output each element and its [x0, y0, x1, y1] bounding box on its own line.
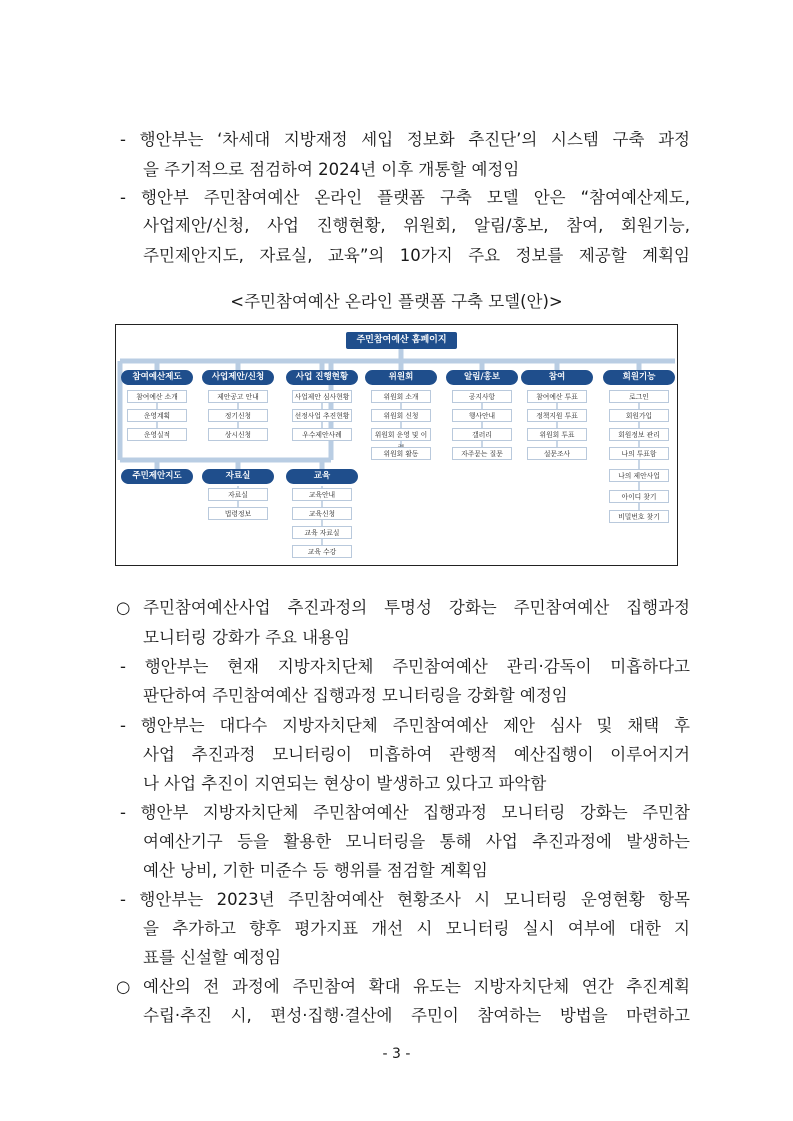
- category-item: 법령정보: [208, 507, 268, 520]
- text-line: 예산의 전 과정에 주민참여 확대 유도는 지방자치단체 연간 추진계획: [143, 977, 690, 996]
- text-line: 예산 낭비, 기한 미준수 등 행위를 점검할 계획임: [143, 861, 488, 880]
- category-item: 우수제안사례: [292, 428, 352, 441]
- category-item: 운영계획: [127, 409, 187, 422]
- text-line: 수립·추진 시, 편성·집행·결산에 주민이 참여하는 방법을 마련하고: [143, 1006, 690, 1025]
- text-line: - 행안부는 현재 지방자치단체 주민참여예산 관리·감독이 미흡하다고: [120, 657, 690, 676]
- category-item: 자주묻는 질문: [452, 447, 512, 460]
- category-item: 교육 수강: [292, 545, 352, 558]
- text-line: - 행안부 주민참여예산 온라인 플랫폼 구축 모델 안은 “참여예산제도,: [120, 188, 690, 207]
- category-item: 선정사업 추진현황: [292, 409, 352, 422]
- text-line: 여예산기구 등을 활용한 모니터링을 통해 사업 추진과정에 발생하는: [143, 832, 690, 851]
- text-line: 을 주기적으로 점검하여 2024년 이후 개통할 예정임: [143, 160, 520, 179]
- category-box: 사업 진행현황: [286, 370, 358, 385]
- text-line: 주민참여예산사업 추진과정의 투명성 강화는 주민참여예산 집행과정: [143, 598, 690, 617]
- category-item: 정책지원 투표: [527, 409, 587, 422]
- category-item: 회원가입: [609, 409, 669, 422]
- category-item: 로그인: [609, 390, 669, 403]
- diagram-title: 주민참여예산 홈페이지: [346, 332, 457, 349]
- text-line: 주민제안지도, 자료실, 교육”의 10가지 주요 정보를 제공할 계획임: [143, 246, 690, 265]
- category-item: 나의 투표함: [609, 447, 669, 460]
- text-line: - 행안부 지방자치단체 주민참여예산 집행과정 모니터링 강화는 주민참: [120, 803, 690, 822]
- category-item: 참여예산 소개: [127, 390, 187, 403]
- bullet-marker: ○: [116, 977, 131, 996]
- category-item: 위원회 활동: [371, 447, 431, 460]
- category-item: 교육안내: [292, 488, 352, 501]
- category-item: 제안공고 안내: [208, 390, 268, 403]
- category-item: 자료실: [208, 488, 268, 501]
- category-box: 알림/홍보: [446, 370, 518, 385]
- category-item: 위원회 운영 및 이: [371, 428, 431, 441]
- category-item: 상시신청: [208, 428, 268, 441]
- category-item: 나의 제안사업: [609, 469, 669, 482]
- category-item: 교육 자료실: [292, 526, 352, 539]
- category-box: 참여: [521, 370, 593, 385]
- category-item: 아이디 찾기: [609, 490, 669, 503]
- category-item: 공지사항: [452, 390, 512, 403]
- text-line: 사업 추진과정 모니터링이 미흡하여 관행적 예산집행이 이루어지거: [143, 745, 690, 764]
- category-item: 참여예산 투표: [527, 390, 587, 403]
- text-line: 모니터링 강화가 주요 내용임: [143, 628, 351, 647]
- text-line: - 행안부는 2023년 주민참여예산 현황조사 시 모니터링 운영현황 항목: [120, 890, 690, 909]
- category-item: 설문조사: [527, 447, 587, 460]
- category-box: 주민제안지도: [121, 469, 193, 484]
- category-item: 위원회 소개: [371, 390, 431, 403]
- text-line: 나 사업 추진이 지연되는 현상이 발생하고 있다고 파악함: [143, 774, 547, 793]
- text-line: - 행안부는 ‘차세대 지방재정 세입 정보화 추진단’의 시스템 구축 과정: [120, 130, 690, 149]
- category-box: 교육: [286, 469, 358, 484]
- platform-model-diagram: [115, 324, 678, 566]
- text-line: 사업제안/신청, 사업 진행현황, 위원회, 알림/홍보, 참여, 회원기능,: [143, 216, 690, 235]
- category-box: 자료실: [202, 469, 274, 484]
- category-box: 참여예산제도: [121, 370, 193, 385]
- category-item: 비밀번호 찾기: [609, 510, 669, 523]
- category-item: 사업제안 심사현황: [292, 390, 352, 403]
- category-box: 위원회: [365, 370, 437, 385]
- category-item: 위원회 투표: [527, 428, 587, 441]
- category-item: 교육신청: [292, 507, 352, 520]
- category-box: 회원기능: [603, 370, 675, 385]
- category-item: 갤러리: [452, 428, 512, 441]
- figure-caption: <주민참여예산 온라인 플랫폼 구축 모델(안)>: [230, 292, 563, 311]
- category-item: 운영실적: [127, 428, 187, 441]
- text-line: 표를 신설할 예정임: [143, 948, 282, 967]
- text-line: - 행안부는 대다수 지방자치단체 주민참여예산 제안 심사 및 채택 후: [120, 716, 690, 735]
- category-item: 회원정보 관리: [609, 428, 669, 441]
- bullet-marker: ○: [116, 598, 131, 617]
- category-item: 위원회 신청: [371, 409, 431, 422]
- page-number: - 3 -: [382, 1046, 411, 1062]
- category-item: 행사안내: [452, 409, 512, 422]
- category-box: 사업제안/신청: [202, 370, 274, 385]
- category-item: 정기신청: [208, 409, 268, 422]
- text-line: 을 추가하고 향후 평가지표 개선 시 모니터링 실시 여부에 대한 지: [143, 919, 690, 938]
- text-line: 판단하여 주민참여예산 집행과정 모니터링을 강화할 예정임: [143, 686, 568, 705]
